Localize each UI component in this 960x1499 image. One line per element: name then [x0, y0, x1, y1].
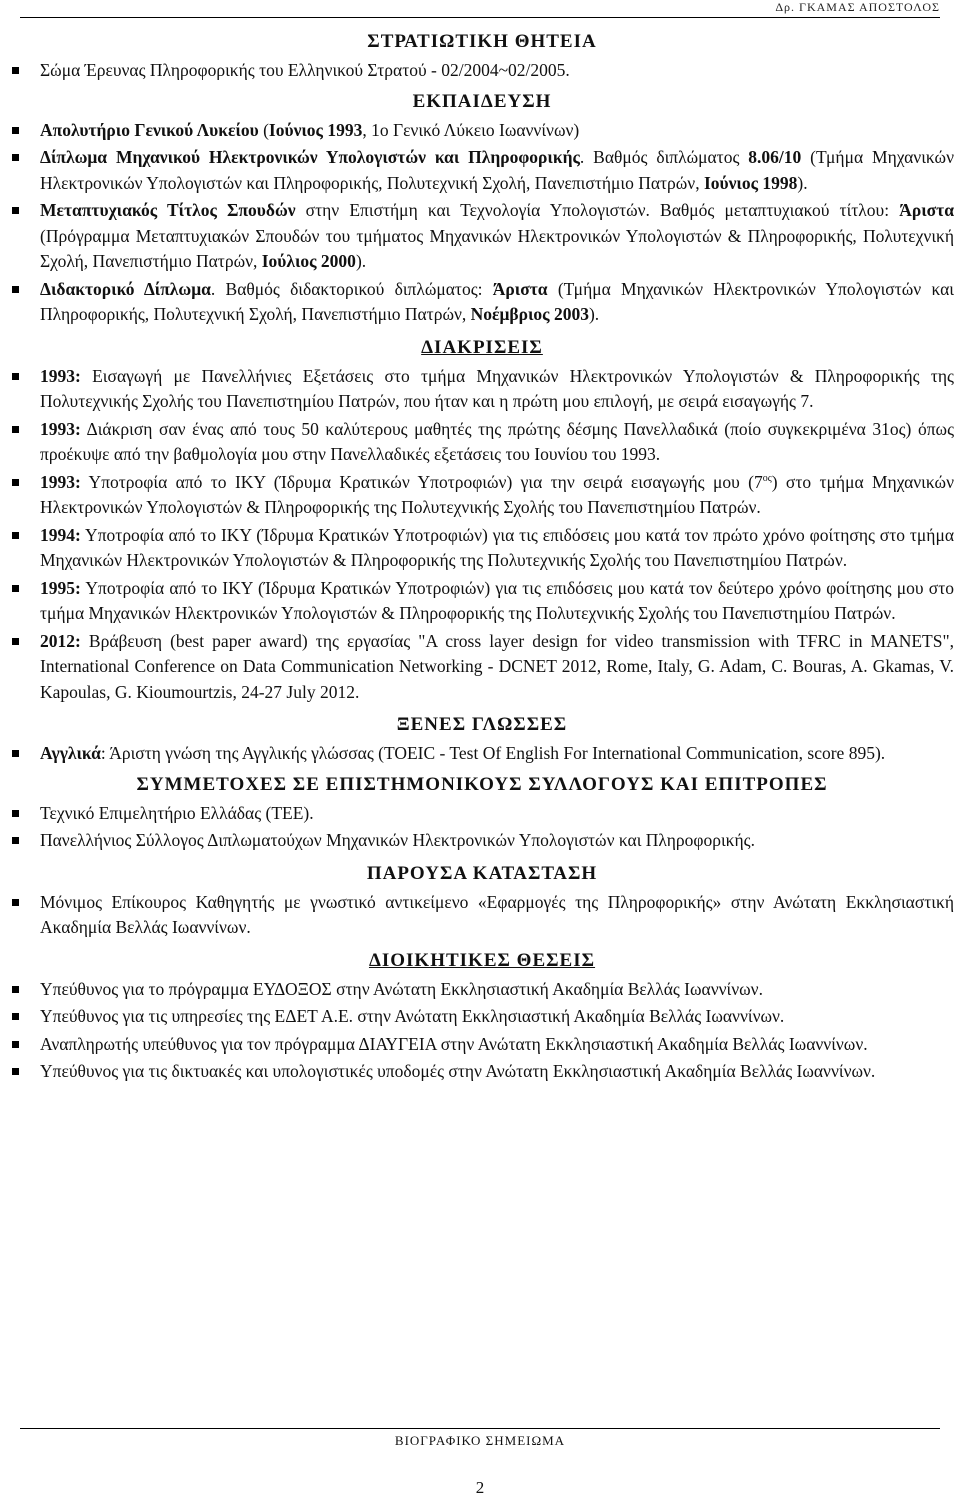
- current-list: [10, 890, 954, 941]
- list-item: Σώμα Έρευνας Πληροφορικής του Ελληνικού Στρατού - 02/2004~02/2005.: [10, 58, 954, 84]
- section-title-education: ΕΚΠΑΙΔΕΥΣΗ: [412, 90, 552, 112]
- positions-list: [10, 977, 954, 1085]
- memberships-list: [10, 801, 954, 854]
- list-item: 1993: Υποτροφία από το ΙΚΥ (Ίδρυμα Κρατικών Υποτροφιών) για την σειρά εισαγωγής μου $(7^{o\varsigma})$ στο τμήμα Μηχανικών Ηλεκτρονικών Υπολογιστών & Πληροφορικής της Πολυτεχνικής Σχολής του Πανεπιστημίου Πατρών.: [10, 470, 954, 521]
- list-item: 1994: Υποτροφία από το ΙΚΥ (Ίδρυμα Κρατικών Υποτροφιών) για τις επιδόσεις μου κατά τον πρώτο χρόνο φοίτησης στο τμήμα Μηχανικών Ηλεκτρονικών Υπολογιστών & Πληροφορικής της Πολυτεχνικής Σχολής του Πανεπιστημίου Πατρών.: [10, 523, 954, 574]
- languages-list: [10, 741, 954, 767]
- cv-content: [10, 26, 954, 1087]
- list-item: Υπεύθυνος για το πρόγραμμα ΕΥΔΟΞΟΣ στην Ανώτατη Εκκλησιαστική Ακαδημία Βελλάς Ιωαννίνων.: [10, 977, 954, 1003]
- list-item: 1993: Εισαγωγή με Πανελλήνιες Εξετάσεις στο τμήμα Μηχανικών Ηλεκτρονικών Υπολογιστών & Πληροφορικής της Πολυτεχνικής Σχολής του Πανεπιστημίου Πατρών, που ήταν και η πρώτη μου επιλογή, με σειρά εισαγωγής 7.: [10, 364, 954, 415]
- section-title-awards: ΔΙΑΚΡΙΣΕΙΣ: [421, 336, 543, 358]
- list-item: Μεταπτυχιακός Τίτλος Σπουδών στην Επιστήμη και Τεχνολογία Υπολογιστών. Βαθμός μεταπτυχιακού τίτλου: Άριστα (Πρόγραμμα Μεταπτυχιακών Σπουδών του τμήματος Μηχανικών Ηλεκτρονικών Υπολογιστών & Πληροφορικής, Πολυτεχνική Σχολή, Πανεπιστήμιο Πατρών, Ιούλιος 2000).: [10, 198, 954, 275]
- page-number: 2: [475, 1478, 485, 1497]
- list-item: Τεχνικό Επιμελητήριο Ελλάδας (ΤΕΕ).: [10, 801, 954, 827]
- page-header: Δρ. ΓΚΑΜΑΣ ΑΠΟΣΤΟΛΟΣ: [20, 0, 940, 18]
- section-title-languages: ΞΕΝΕΣ ΓΛΩΣΣΕΣ: [396, 714, 568, 735]
- list-item: 1995: Υποτροφία από το ΙΚΥ (Ίδρυμα Κρατικών Υποτροφιών) για τις επιδόσεις μου κατά τον δεύτερο χρόνο φοίτησης μου στο τμήμα Μηχανικών Ηλεκτρονικών Υπολογιστών & Πληροφορικής της Πολυτεχνικής Σχολής του Πανεπιστημίου Πατρών.: [10, 576, 954, 627]
- page-footer: ΒΙΟΓΡΑΦΙΚΟ ΣΗΜΕΙΩΜΑ: [20, 1428, 940, 1449]
- education-list: [10, 118, 954, 328]
- list-item: Δίπλωμα Μηχανικού Ηλεκτρονικών Υπολογιστών και Πληροφορικής. Βαθμός διπλώματος 8.06/10 (Τμήμα Μηχανικών Ηλεκτρονικών Υπολογιστών και Πληροφορικής, Πολυτεχνική Σχολή, Πανεπιστήμιο Πατρών, Ιούνιος 1998).: [10, 145, 954, 196]
- list-item: Πανελλήνιος Σύλλογος Διπλωματούχων Μηχανικών Ηλεκτρονικών Υπολογιστών και Πληροφορικής.: [10, 828, 954, 854]
- list-item: Μόνιμος Επίκουρος Καθηγητής με γνωστικό αντικείμενο «Εφαρμογές της Πληροφορικής» στην Ανώτατη Εκκλησιαστική Ακαδημία Βελλάς Ιωαννίνων.: [10, 890, 954, 941]
- list-item: Αγγλικά: Άριστη γνώση της Αγγλικής γλώσσας (TOEIC - Test Of English For International Communication, score 895).: [10, 741, 954, 767]
- awards-list: [10, 364, 954, 706]
- list-item: 2012: Βράβευση (best paper award) της εργασίας "A cross layer design for video transmission with TFRC in MANETS", International Conference on Data Communication Networking - DCNET 2012, Rome, Italy, G. Adam, C. Bouras, A. Gkamas, V. Kapoulas, G. Kioumourtzis, 24-27 July 2012.: [10, 629, 954, 706]
- list-item: 1993: Διάκριση σαν ένας από τους 50 καλύτερους μαθητές της πρώτης δέσμης Πανελλαδικά (ποίο συγκεκριμένα 31ος) όπως προέκυψε από την βαθμολογία μου στην Πανελλαδικές εξετάσεις του Ιουνίου του 1993.: [10, 417, 954, 468]
- section-title-current: ΠΑΡΟΥΣΑ ΚΑΤΑΣΤΑΣΗ: [366, 862, 598, 884]
- military-list: [10, 58, 954, 84]
- list-item: Υπεύθυνος για τις δικτυακές και υπολογιστικές υποδομές στην Ανώτατη Εκκλησιαστική Ακαδημία Βελλάς Ιωαννίνων.: [10, 1059, 954, 1085]
- list-item: Αναπληρωτής υπεύθυνος για τον πρόγραμμα ΔΙΑΥΓΕΙΑ στην Ανώτατη Εκκλησιαστική Ακαδημία Βελλάς Ιωαννίνων.: [10, 1032, 954, 1058]
- section-title-memberships: ΣΥΜΜΕΤΟΧΕΣ ΣΕ ΕΠΙΣΤΗΜΟΝΙΚΟΥΣ ΣΥΛΛΟΓΟΥΣ ΚΑΙ ΕΠΙΤΡΟΠΕΣ: [136, 773, 828, 795]
- list-item: Διδακτορικό Δίπλωμα. Βαθμός διδακτορικού διπλώματος: Άριστα (Τμήμα Μηχανικών Ηλεκτρονικών Υπολογιστών και Πληροφορικής, Πολυτεχνική Σχολή, Πανεπιστήμιο Πατρών, Νοέμβριος 2003).: [10, 277, 954, 328]
- section-title-military: ΣΤΡΑΤΙΩΤΙΚΗ ΘΗΤΕΙΑ: [367, 31, 597, 52]
- list-item: Απολυτήριο Γενικού Λυκείου (Ιούνιος 1993, 1ο Γενικό Λύκειο Ιωαννίνων): [10, 118, 954, 144]
- list-item: Υπεύθυνος για τις υπηρεσίες της ΕΔΕΤ Α.Ε. στην Ανώτατη Εκκλησιαστική Ακαδημία Βελλάς Ιωαννίνων.: [10, 1004, 954, 1030]
- section-title-positions: ΔΙΟΙΚΗΤΙΚΕΣ ΘΕΣΕΙΣ: [368, 949, 596, 971]
